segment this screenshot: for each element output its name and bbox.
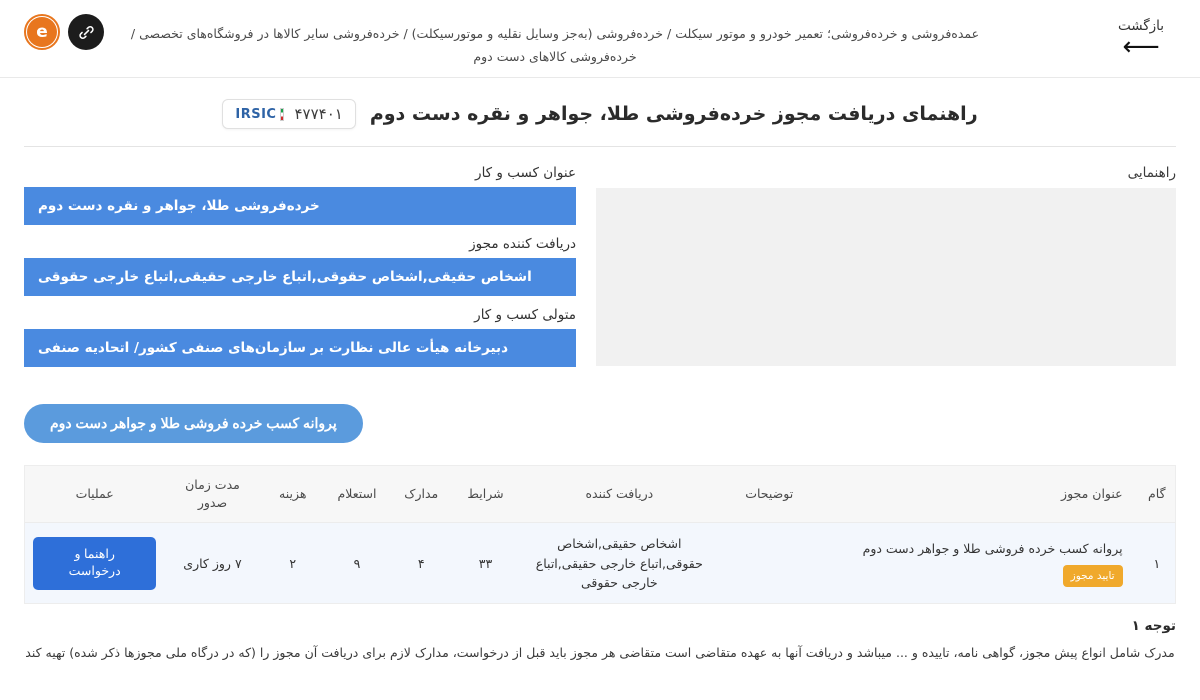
note-body: مدرک شامل انواع پیش مجوز، گواهی نامه، تاییده و ... میباشد و دریافت آنها به عهده متقاضی است متقاضی هر مجوز باید قبل از درخواست، مدارک لازم برای دریافت آن مجوز را (که در درگاه ملی مجوزها ذکر شده) تهیه کند [25, 645, 1175, 661]
logo-group [24, 14, 104, 50]
iran-flag-icon [280, 108, 284, 121]
field-value-business-title: خرده‌فروشی طلا، جواهر و نقره دست دوم [24, 187, 576, 225]
cell-inquiry: ۹ [325, 523, 389, 604]
info-section [0, 147, 1200, 378]
brand-logo-icon[interactable] [24, 14, 60, 50]
table-header-row [25, 466, 1175, 523]
irsic-logo-icon [235, 107, 284, 122]
page-header [0, 0, 1200, 78]
guide-panel [596, 165, 1176, 378]
note-title: توجه ۱ [1131, 618, 1176, 635]
field-label-business-authority: متولی کسب و کار [474, 307, 576, 323]
permit-steps-table [24, 465, 1176, 604]
col-header-documents: مدارک [389, 466, 453, 523]
business-fields [24, 165, 576, 378]
cell-receiver: اشخاص حقیقی,اشخاص حقوقی,اتباع خارجی حقیقی,اتباع خارجی حقوقی [518, 523, 721, 604]
permit-code-chip [222, 99, 355, 129]
brand-logo-letter: e [27, 17, 57, 47]
permit-tab-button[interactable]: پروانه کسب خرده فروشی طلا و جواهر دست دوم [24, 404, 363, 443]
breadcrumb: عمده‌فروشی و خرده‌فروشی؛ تعمیر خودرو و موتور سیکلت / خرده‌فروشی (به‌جز وسایل نقلیه و موتورسیکلت) / خرده‌فروشی سایر کالاها در فروشگاه‌های تخصصی / خرده‌فروشی کالاهای دست دوم [130, 26, 980, 65]
col-header-duration: مدت زمان صدور [164, 466, 260, 523]
cell-operations [25, 523, 164, 604]
cell-title-text: پروانه کسب خرده فروشی طلا و جواهر دست دوم [862, 541, 1123, 557]
page-title: راهنمای دریافت مجوز خرده‌فروشی طلا، جواهر و نقره دست دوم [369, 103, 978, 125]
field-label-permit-receiver: دریافت کننده مجوز [469, 236, 576, 252]
table-row [25, 523, 1175, 604]
back-button-label: بازگشت [1117, 18, 1165, 34]
link-icon[interactable] [68, 14, 104, 50]
col-header-description: توضیحات [721, 466, 817, 523]
cell-step: ۱ [1139, 523, 1175, 604]
cell-conditions: ۳۳ [453, 523, 517, 604]
col-header-title: عنوان مجوز [817, 466, 1138, 523]
col-header-cost: هزینه [261, 466, 325, 523]
col-header-operations: عملیات [25, 466, 164, 523]
field-value-permit-receiver: اشخاص حقیقی,اشخاص حقوقی,اتباع خارجی حقیقی,اتباع خارجی حقوقی [24, 258, 576, 296]
permit-button-row [0, 378, 1200, 443]
cell-duration: ۷ روز کاری [164, 523, 260, 604]
col-header-step: گام [1139, 466, 1175, 523]
col-header-receiver: دریافت کننده [518, 466, 721, 523]
field-label-business-title: عنوان کسب و کار [475, 165, 576, 181]
col-header-inquiry: استعلام [325, 466, 389, 523]
status-badge: تایید مجوز [1063, 565, 1123, 587]
back-arrow-icon: ⟵ [1122, 32, 1160, 62]
irsic-label: IRSIC [235, 106, 277, 122]
col-header-conditions: شرایط [453, 466, 517, 523]
cell-description [721, 523, 817, 604]
title-band [0, 78, 1200, 146]
note-section [24, 618, 1176, 665]
guide-content-box [596, 188, 1176, 366]
guide-and-request-button[interactable]: راهنما و درخواست [33, 537, 156, 590]
field-value-business-authority: دبیرخانه هیأت عالی نظارت بر سازمان‌های صنفی کشور/ اتحادیه صنفی [24, 329, 576, 367]
permit-code: ۴۷۷۴۰۱ [294, 105, 343, 123]
cell-title [817, 523, 1138, 604]
cell-cost: ۲ [261, 523, 325, 604]
back-button[interactable] [1106, 18, 1176, 62]
cell-documents: ۴ [389, 523, 453, 604]
guide-label: راهنمایی [1127, 165, 1176, 181]
